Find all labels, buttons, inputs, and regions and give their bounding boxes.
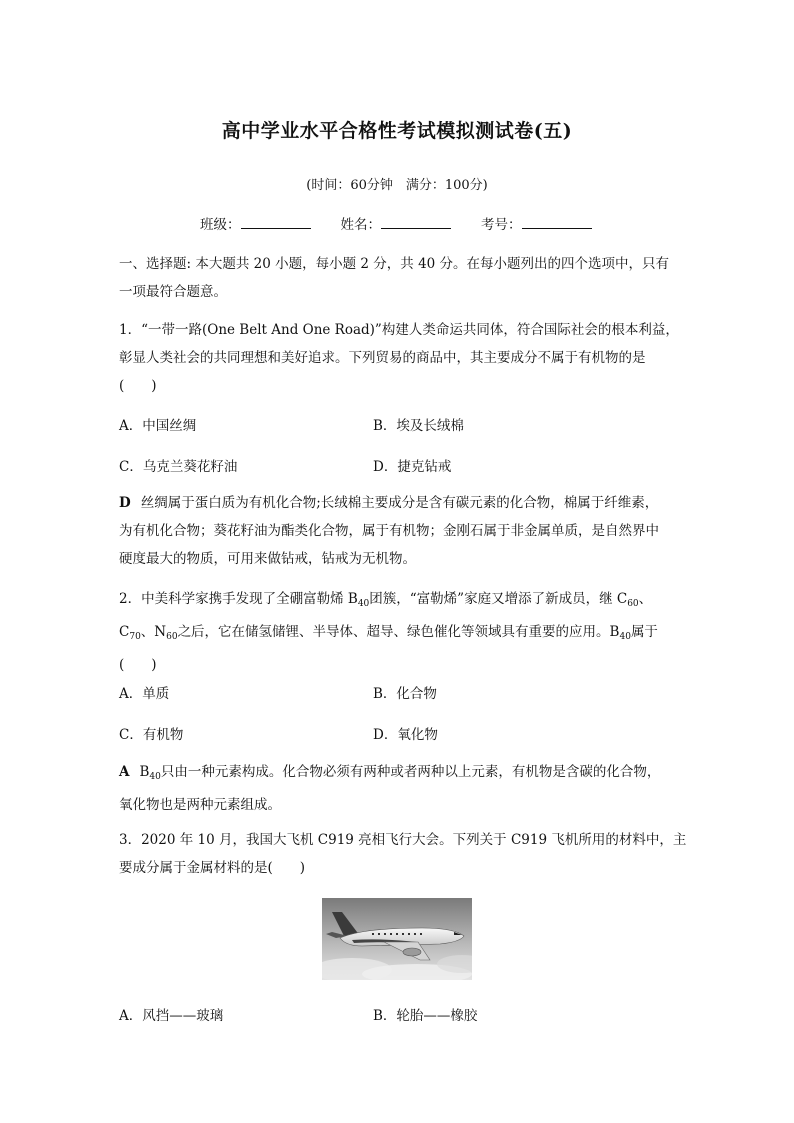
question-text: 1．“一带一路(One Belt And One Road)”构建人类命运共同体，符合国际社会的根本利益，: [119, 322, 679, 338]
q2-option-d[interactable]: D．氧化物: [373, 727, 438, 743]
class-field[interactable]: [200, 213, 311, 233]
q2-explanation: A $B_{40}$只由一种元素构成。化合物必须有两种或者两种以上元素，有机物是含碳的化合物， 氧化物也是两种元素组成。: [119, 758, 679, 819]
name-label: 姓名：: [340, 217, 381, 233]
explanation-text: 丝绸属于蛋白质为有机化合物;长绒棉主要成分是含有碳元素的化合物，棉属于纤维素，: [140, 495, 659, 511]
q1-option-c[interactable]: C．乌克兰葵花籽油: [119, 459, 238, 475]
number-label: 考号：: [481, 217, 522, 233]
explanation-text: 为有机化合物；葵花籽油为酯类化合物，属于有机物；金刚石属于非金属单质，是自然界中: [119, 523, 659, 539]
exam-time-info: (时间：60分钟 满分：100分): [306, 178, 488, 193]
q1-explanation: [119, 489, 679, 573]
section-intro-line: 一项最符合题意。: [119, 284, 227, 300]
section-intro-line: 一、选择题: 本大题共 20 小题，每小题 2 分，共 40 分。在每小题列出的四个选项中，只有: [119, 256, 670, 272]
section-intro: [119, 250, 679, 306]
explanation-text: 氧化物也是两种元素组成。: [119, 797, 281, 813]
q2-option-a[interactable]: A．单质: [119, 686, 170, 702]
question-text: 3．2020 年 10 月，我国大飞机 C919 亮相飞行大会。下列关于 C919 飞机所用的材料中，主: [119, 832, 687, 848]
number-blank[interactable]: [522, 214, 592, 229]
q1-option-b[interactable]: B．埃及长绒棉: [373, 418, 464, 434]
q1-option-d[interactable]: D．捷克钻戒: [373, 459, 452, 475]
explanation-text: 硬度最大的物质，可用来做钻戒，钻戒为无机物。: [119, 551, 416, 567]
question-3: [119, 826, 687, 882]
class-blank[interactable]: [241, 214, 311, 229]
question-text: 2．中美科学家携手发现了全硼富勒烯 $B_{40}$团簇，“富勒烯”家庭又增添了新成员，继 $C_{60}$、: [119, 591, 653, 609]
answer-bracket: ( ): [119, 378, 157, 394]
q2-option-c[interactable]: C．有机物: [119, 727, 184, 743]
question-text: 要成分属于金属材料的是( ): [119, 860, 306, 876]
q2-option-b[interactable]: B．化合物: [373, 686, 437, 702]
q2-answer: A: [119, 764, 130, 780]
question-text: $C_{70}$、$N_{60}$之后，它在储氢储锂、半导体、超导、绿色催化等领域具有重要的应用。$B_{40}$属于: [119, 624, 658, 642]
question-text: 彰显人类社会的共同理想和美好追求。下列贸易的商品中，其主要成分不属于有机物的是: [119, 350, 646, 366]
q3-option-a[interactable]: A．风挡——玻璃: [119, 1008, 224, 1024]
q1-answer: D: [119, 495, 131, 511]
class-label: 班级：: [200, 217, 241, 233]
page-title: 高中学业水平合格性考试模拟测试卷(五): [221, 120, 573, 142]
question-2: [119, 585, 679, 679]
q1-option-a[interactable]: A．中国丝绸: [119, 418, 197, 434]
name-blank[interactable]: [381, 214, 451, 229]
answer-bracket: ( ): [119, 657, 157, 673]
number-field[interactable]: [481, 213, 592, 233]
question-1: [119, 316, 679, 400]
name-field[interactable]: [341, 213, 452, 233]
q3-option-b[interactable]: B．轮胎——橡胶: [373, 1008, 478, 1024]
student-info-line: [200, 213, 592, 233]
airplane-image: [322, 898, 472, 980]
